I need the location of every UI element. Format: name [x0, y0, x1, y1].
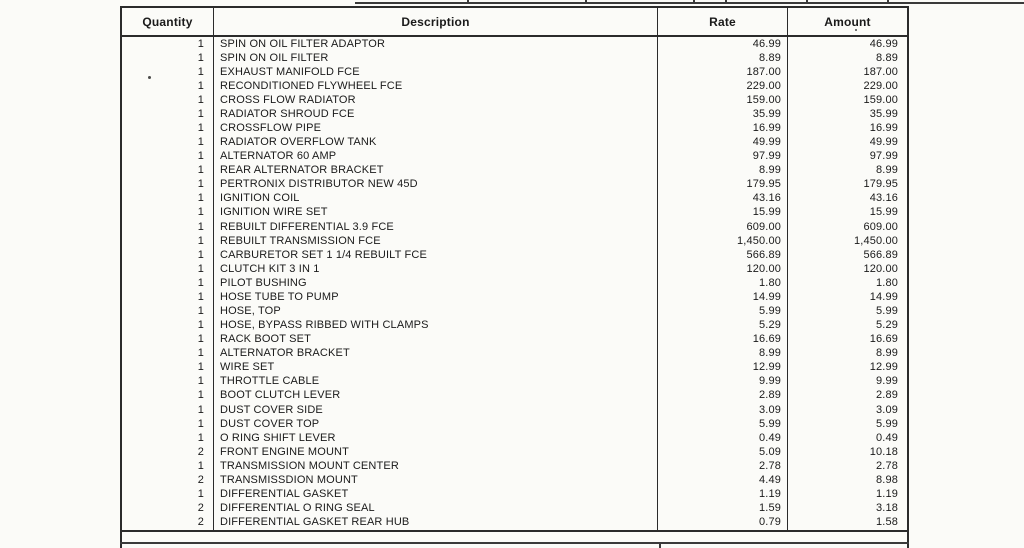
- table-row: [122, 192, 907, 206]
- amount-cell: 10.18: [869, 445, 898, 458]
- quantity-cell: 1: [122, 361, 214, 375]
- amount-cell: 2.89: [875, 389, 898, 402]
- quantity-cell: 1: [122, 304, 214, 318]
- amount-cell: 5.99: [875, 305, 898, 318]
- description-cell: RACK BOOT SET: [214, 333, 658, 347]
- description-cell: REBUILT DIFFERENTIAL 3.9 FCE: [214, 220, 658, 234]
- table-body: [122, 37, 907, 530]
- column-header-quantity: Quantity: [122, 8, 214, 35]
- rate-cell: 179.95: [658, 178, 788, 192]
- quantity-cell: 1: [122, 389, 214, 403]
- amount-cell: 8.89: [875, 51, 898, 64]
- amount-cell: 3.09: [875, 403, 898, 416]
- rate-cell: 1.80: [658, 276, 788, 290]
- table-row: [122, 93, 907, 107]
- previous-section-column-tick: [806, 0, 808, 4]
- quantity-cell: 1: [122, 206, 214, 220]
- next-section-column-tick: [659, 543, 661, 548]
- table-row: [122, 220, 907, 234]
- rate-cell: 9.99: [658, 375, 788, 389]
- amount-cell: 8.99: [875, 164, 898, 177]
- rate-cell: 46.99: [658, 37, 788, 51]
- table-row: [122, 262, 907, 276]
- quantity-cell: 1: [122, 403, 214, 417]
- rate-cell: 8.89: [658, 51, 788, 65]
- rate-cell: 566.89: [658, 248, 788, 262]
- description-cell: CLUTCH KIT 3 IN 1: [214, 262, 658, 276]
- description-cell: FRONT ENGINE MOUNT: [214, 445, 658, 459]
- quantity-cell: 1: [122, 150, 214, 164]
- rate-cell: 229.00: [658, 79, 788, 93]
- scan-speck: [855, 29, 857, 31]
- quantity-cell: 1: [122, 107, 214, 121]
- description-cell: DUST COVER SIDE: [214, 403, 658, 417]
- description-cell: IGNITION COIL: [214, 192, 658, 206]
- amount-cell: 14.99: [869, 290, 898, 303]
- table-row: [122, 445, 907, 459]
- quantity-cell: 1: [122, 290, 214, 304]
- description-cell: CARBURETOR SET 1 1/4 REBUILT FCE: [214, 248, 658, 262]
- quantity-cell: 1: [122, 431, 214, 445]
- rate-cell: 49.99: [658, 136, 788, 150]
- description-cell: IGNITION WIRE SET: [214, 206, 658, 220]
- rate-cell: 5.09: [658, 445, 788, 459]
- table-row: [122, 403, 907, 417]
- amount-cell: 609.00: [863, 220, 898, 233]
- amount-cell: 5.29: [875, 319, 898, 332]
- table-row: [122, 234, 907, 248]
- amount-cell: 3.18: [875, 502, 898, 515]
- rate-cell: 5.99: [658, 304, 788, 318]
- quantity-cell: 2: [122, 516, 214, 530]
- quantity-cell: 1: [122, 37, 214, 51]
- description-cell: REAR ALTERNATOR BRACKET: [214, 164, 658, 178]
- rate-cell: 4.49: [658, 473, 788, 487]
- table-row: [122, 361, 907, 375]
- next-section-top-border: [120, 542, 909, 544]
- rate-cell: 15.99: [658, 206, 788, 220]
- table-row: [122, 79, 907, 93]
- description-cell: DIFFERENTIAL O RING SEAL: [214, 502, 658, 516]
- quantity-cell: 1: [122, 220, 214, 234]
- description-cell: HOSE TUBE TO PUMP: [214, 290, 658, 304]
- amount-cell: 8.98: [875, 473, 898, 486]
- quantity-cell: 1: [122, 459, 214, 473]
- column-header-amount: Amount: [824, 14, 871, 29]
- amount-cell: 8.99: [875, 347, 898, 360]
- amount-cell: 120.00: [863, 262, 898, 275]
- description-cell: EXHAUST MANIFOLD FCE: [214, 65, 658, 79]
- table-row: [122, 248, 907, 262]
- quantity-cell: 1: [122, 93, 214, 107]
- quantity-cell: 1: [122, 262, 214, 276]
- rate-cell: 187.00: [658, 65, 788, 79]
- table-row: [122, 459, 907, 473]
- previous-section-column-tick: [693, 0, 695, 4]
- quantity-cell: 2: [122, 473, 214, 487]
- table-row: [122, 473, 907, 487]
- amount-cell: 97.99: [869, 150, 898, 163]
- table-row: [122, 178, 907, 192]
- description-cell: CROSSFLOW PIPE: [214, 121, 658, 135]
- previous-section-column-tick: [467, 0, 469, 4]
- amount-cell: 9.99: [875, 375, 898, 388]
- rate-cell: 609.00: [658, 220, 788, 234]
- table-row: [122, 502, 907, 516]
- amount-cell: 1.19: [875, 488, 898, 501]
- table-row: [122, 107, 907, 121]
- rate-cell: 1,450.00: [658, 234, 788, 248]
- quantity-cell: 1: [122, 164, 214, 178]
- table-row: [122, 488, 907, 502]
- rate-cell: 16.69: [658, 333, 788, 347]
- rate-cell: 12.99: [658, 361, 788, 375]
- description-cell: THROTTLE CABLE: [214, 375, 658, 389]
- quantity-cell: 1: [122, 121, 214, 135]
- table-row: [122, 304, 907, 318]
- description-cell: DUST COVER TOP: [214, 417, 658, 431]
- amount-cell: 15.99: [869, 206, 898, 219]
- amount-cell: 1.58: [875, 516, 898, 529]
- table-row: [122, 333, 907, 347]
- quantity-cell: 1: [122, 51, 214, 65]
- quantity-cell: 1: [122, 276, 214, 290]
- description-cell: ALTERNATOR BRACKET: [214, 347, 658, 361]
- description-cell: CROSS FLOW RADIATOR: [214, 93, 658, 107]
- table-header-row: [122, 8, 907, 37]
- amount-cell: 159.00: [863, 93, 898, 106]
- description-cell: PILOT BUSHING: [214, 276, 658, 290]
- rate-cell: 43.16: [658, 192, 788, 206]
- previous-section-column-tick: [585, 0, 587, 4]
- rate-cell: 159.00: [658, 93, 788, 107]
- previous-section-bottom-border: [355, 2, 1024, 4]
- description-cell: SPIN ON OIL FILTER ADAPTOR: [214, 37, 658, 51]
- rate-cell: 2.89: [658, 389, 788, 403]
- description-cell: TRANSMISSDION MOUNT: [214, 473, 658, 487]
- table-row: [122, 431, 907, 445]
- quantity-cell: 1: [122, 234, 214, 248]
- table-row: [122, 347, 907, 361]
- quantity-cell: 1: [122, 333, 214, 347]
- quantity-cell: 1: [122, 79, 214, 93]
- description-cell: HOSE, TOP: [214, 304, 658, 318]
- amount-cell: 566.89: [863, 248, 898, 261]
- amount-cell: 16.99: [869, 122, 898, 134]
- description-cell: ALTERNATOR 60 AMP: [214, 150, 658, 164]
- description-cell: SPIN ON OIL FILTER: [214, 51, 658, 65]
- description-cell: BOOT CLUTCH LEVER: [214, 389, 658, 403]
- rate-cell: 120.00: [658, 262, 788, 276]
- amount-cell: 229.00: [863, 79, 898, 92]
- rate-cell: 2.78: [658, 459, 788, 473]
- table-row: [122, 51, 907, 65]
- description-cell: HOSE, BYPASS RIBBED WITH CLAMPS: [214, 319, 658, 333]
- table-row: [122, 319, 907, 333]
- rate-cell: 1.19: [658, 488, 788, 502]
- rate-cell: 5.99: [658, 417, 788, 431]
- rate-cell: 8.99: [658, 347, 788, 361]
- amount-cell: 0.49: [875, 431, 898, 444]
- previous-section-column-tick: [725, 0, 727, 4]
- table-row: [122, 121, 907, 135]
- table-row: [122, 389, 907, 403]
- rate-cell: 35.99: [658, 107, 788, 121]
- outer-frame-left-border: [120, 530, 122, 548]
- line-items-table: [120, 6, 909, 532]
- table-row: [122, 290, 907, 304]
- table-row: [122, 37, 907, 51]
- column-header-description: Description: [214, 8, 658, 35]
- description-cell: REBUILT TRANSMISSION FCE: [214, 234, 658, 248]
- rate-cell: 0.79: [658, 516, 788, 530]
- amount-cell: 43.16: [869, 192, 898, 205]
- table-row: [122, 150, 907, 164]
- rate-cell: 1.59: [658, 502, 788, 516]
- amount-cell: 16.69: [869, 333, 898, 346]
- column-header-rate: Rate: [658, 8, 788, 35]
- table-row: [122, 206, 907, 220]
- rate-cell: 3.09: [658, 403, 788, 417]
- amount-cell: 187.00: [863, 65, 898, 78]
- rate-cell: 5.29: [658, 319, 788, 333]
- description-cell: RECONDITIONED FLYWHEEL FCE: [214, 79, 658, 93]
- quantity-cell: 1: [122, 347, 214, 361]
- quantity-cell: 1: [122, 417, 214, 431]
- rate-cell: 14.99: [658, 290, 788, 304]
- description-cell: TRANSMISSION MOUNT CENTER: [214, 459, 658, 473]
- outer-frame-right-border: [907, 530, 909, 548]
- amount-cell: 46.99: [869, 37, 898, 50]
- quantity-cell: 1: [122, 248, 214, 262]
- quantity-cell: 1: [122, 65, 214, 79]
- rate-cell: 97.99: [658, 150, 788, 164]
- table-row: [122, 417, 907, 431]
- amount-cell: 1,450.00: [853, 234, 898, 247]
- table-row: [122, 276, 907, 290]
- amount-cell: 12.99: [869, 361, 898, 374]
- amount-cell: 179.95: [863, 178, 898, 191]
- description-cell: RADIATOR OVERFLOW TANK: [214, 136, 658, 150]
- quantity-cell: 1: [122, 136, 214, 150]
- quantity-cell: 2: [122, 502, 214, 516]
- amount-cell: 5.99: [875, 417, 898, 430]
- rate-cell: 8.99: [658, 164, 788, 178]
- amount-cell: 1.80: [875, 276, 898, 289]
- amount-cell: 2.78: [875, 459, 898, 472]
- quantity-cell: 1: [122, 375, 214, 389]
- previous-section-column-tick: [887, 0, 889, 4]
- table-row: [122, 375, 907, 389]
- quantity-cell: 1: [122, 192, 214, 206]
- description-cell: PERTRONIX DISTRIBUTOR NEW 45D: [214, 178, 658, 192]
- quantity-cell: 1: [122, 178, 214, 192]
- rate-cell: 0.49: [658, 431, 788, 445]
- table-row: [122, 164, 907, 178]
- table-row: [122, 65, 907, 79]
- quantity-cell: 2: [122, 445, 214, 459]
- quantity-cell: 1: [122, 319, 214, 333]
- scan-speck: [148, 76, 151, 79]
- description-cell: O RING SHIFT LEVER: [214, 431, 658, 445]
- description-cell: RADIATOR SHROUD FCE: [214, 107, 658, 121]
- amount-cell: 49.99: [869, 136, 898, 149]
- description-cell: DIFFERENTIAL GASKET REAR HUB: [214, 516, 658, 530]
- description-cell: DIFFERENTIAL GASKET: [214, 488, 658, 502]
- rate-cell: 16.99: [658, 121, 788, 135]
- description-cell: WIRE SET: [214, 361, 658, 375]
- table-row: [122, 516, 907, 530]
- table-row: [122, 136, 907, 150]
- amount-cell: 35.99: [869, 107, 898, 120]
- quantity-cell: 1: [122, 488, 214, 502]
